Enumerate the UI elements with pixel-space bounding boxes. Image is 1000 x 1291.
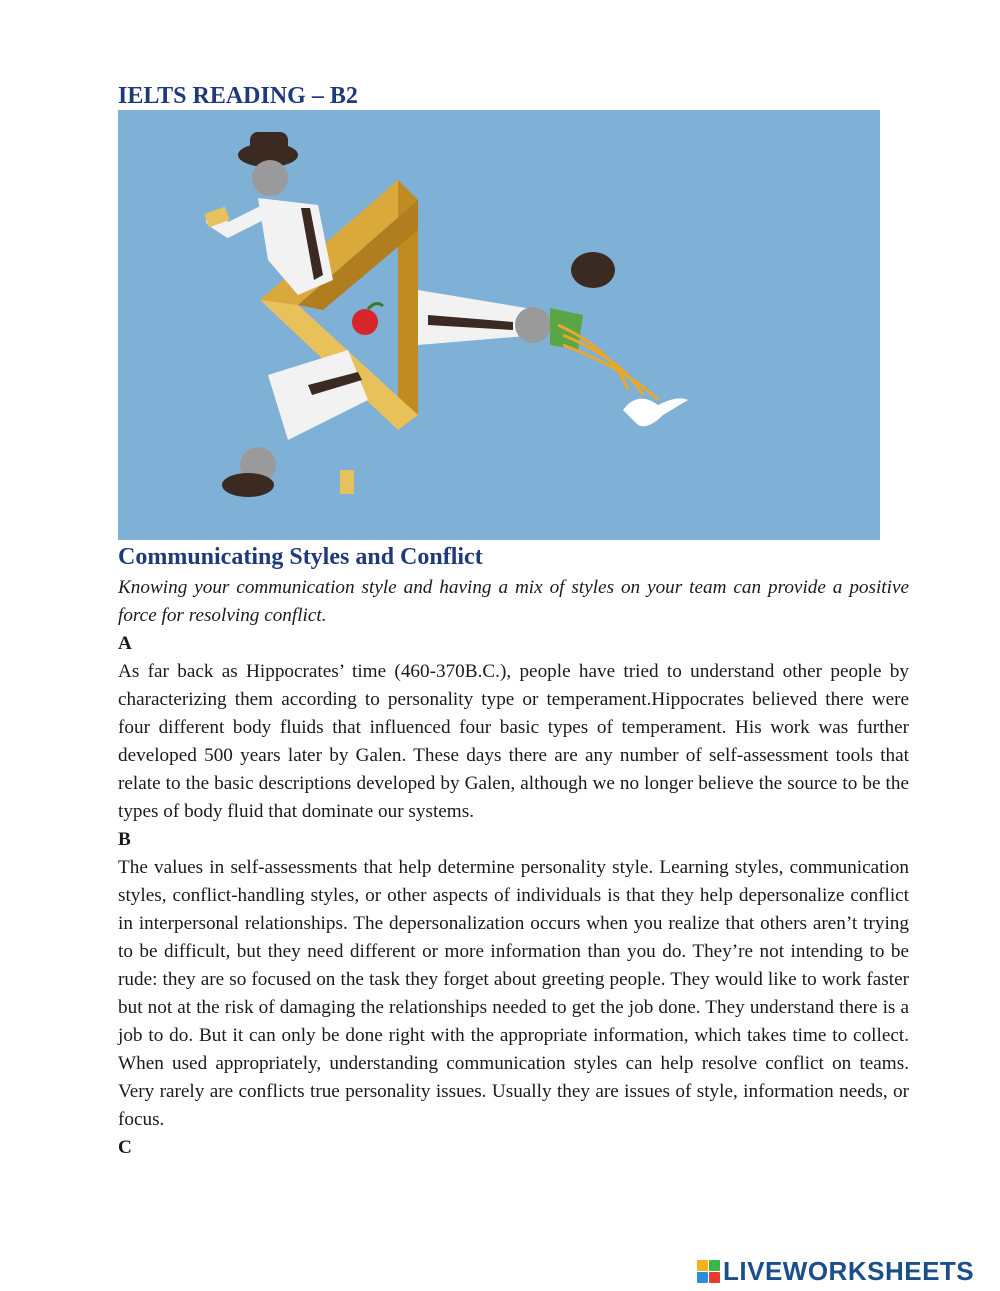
- article-illustration: [118, 110, 880, 540]
- section-letter-b: B: [118, 829, 131, 850]
- section-b-text: The values in self-assessments that help determine personality style. Learning styles, communication styles, conflict-handling styles, or other aspects of individuals is that they help depersonalize conflict in interpersonal relationships. The depersonalization occurs when you realize that others aren’t trying to be difficult, but they need different or more information than you do. They’re not intending to be rude: they are so focused on the task they forget about greeting people. They would like to work faster but not at the risk of damaging the relationships needed to get the job done. They understand there is a job to do. But it can only be done right with the appropriate information, which takes time to collect. When used appropriately, understanding communication styles can help resolve conflict on teams. Very rarely are conflicts true personality issues. Usually they are issues of style, information needs, or focus.: [118, 857, 909, 1130]
- document-title: IELTS READING – B2: [118, 83, 358, 109]
- surreal-figures-illustration-icon: [118, 110, 880, 540]
- liveworksheets-logo-icon: [697, 1260, 720, 1283]
- liveworksheets-logo-text: LIVEWORKSHEETS: [723, 1256, 975, 1286]
- article-body: [118, 574, 909, 1162]
- article-subtitle: Knowing your communication style and having a mix of styles on your team can provide a positive force for resolving conflict.: [118, 577, 909, 626]
- section-letter-a: A: [118, 633, 132, 654]
- section-letter-c: C: [118, 1137, 132, 1158]
- article-heading: Communicating Styles and Conflict: [118, 544, 483, 570]
- section-a-text: As far back as Hippocrates’ time (460-370B.C.), people have tried to understand other people by characterizing them according to personality type or temperament.Hippocrates believed there were four different body fluids that influenced four basic types of temperament. His work was further developed 500 years later by Galen. These days there are any number of self-assessment tools that relate to the basic descriptions developed by Galen, although we no longer believe the source to be the types of body fluid that dominate our systems.: [118, 661, 909, 822]
- liveworksheets-logo: [697, 1256, 974, 1286]
